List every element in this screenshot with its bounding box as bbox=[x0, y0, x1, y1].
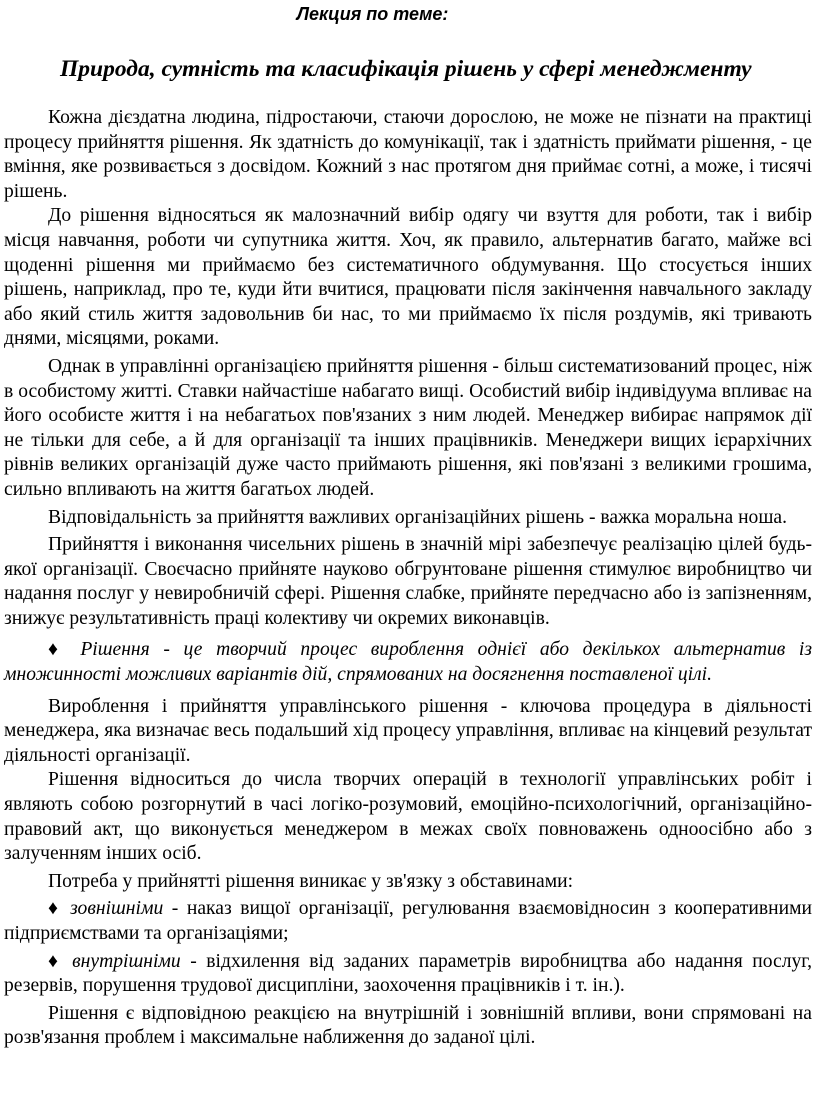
lecture-subtitle: Природа, сутність та класифікація рішень у сфері менеджменту bbox=[60, 56, 752, 82]
paragraph-1: Кожна дієздатна людина, підростаючи, стаючи дорослою, не може не пізнати на практиці процесу прийняття рішення. Як здатність до комунікації, так і здатність приймати рішення, - це вміння, яке розвивається з досвідом. Кожний з нас протягом дня приймає сотні, а може, і тисячі рішень. bbox=[4, 107, 812, 202]
document-body bbox=[4, 106, 812, 1051]
diamond-bullet-icon: ♦ bbox=[48, 639, 67, 661]
paragraph-4: Відповідальність за прийняття важливих організаційних рішень - важка моральна ноша. bbox=[48, 506, 788, 528]
paragraph-2: До рішення відносяться як малозначний вибір одягу чи взуття для роботи, так і вибір місця навчання, роботи чи супутника життя. Хоч, як правило, альтернатив багато, майже всі щоденні рішення ми приймаємо без систематичного обдумування. Що стосується інших рішень, наприклад, про те, куди йти вчитися, працювати після закінчення навчального закладу або який стиль життя задовольнив би нас, то ми приймаємо їх після роздумів, які тривають днями, місяцями, роками. bbox=[4, 205, 812, 350]
definition-paragraph bbox=[4, 638, 812, 687]
paragraph-9: Рішення є відповідною реакцією на внутрішній і зовнішній впливи, вони спрямовані на розв'язання проблем і максимальне наближення до заданої цілі. bbox=[4, 1002, 812, 1049]
paragraph-8: Потреба у прийнятті рішення виникає у зв'язку з обставинами: bbox=[48, 870, 574, 892]
bullet-internal bbox=[4, 950, 812, 999]
diamond-bullet-icon: ♦ bbox=[48, 898, 62, 920]
bullet-external-term: зовнішніми bbox=[70, 898, 164, 920]
paragraph-7: Рішення відноситься до числа творчих операцій в технології управлінських робіт і являють собою розгорнутий в часі логіко-розумовий, емоційно-психологічний, організаційно-правовий акт, що виконується менеджером в межах своїх повноважень одноосібно або з залученням інших осіб. bbox=[4, 769, 812, 865]
bullet-internal-term: внутрішніми bbox=[72, 950, 181, 972]
paragraph-6: Вироблення і прийняття управлінського рішення - ключова процедура в діяльності менеджера, яка визначає весь подальший хід процесу управління, впливає на кінцевий результат діяльності організації. bbox=[4, 695, 813, 766]
diamond-bullet-icon: ♦ bbox=[48, 950, 63, 972]
bullet-external bbox=[4, 897, 812, 946]
bullet-external-text: - наказ вищої організації, регулювання взаємовідносин з кооперативними підприємствами та організаціями; bbox=[4, 898, 812, 944]
lecture-title: Лекция по теме: bbox=[296, 4, 449, 24]
paragraph-3: Однак в управлінні організацією прийняття рішення - більш систематизований процес, ніж в особистому житті. Ставки найчастіше набагато вищі. Особистий вибір індивідуума впливає на його особисте життя і на небагатьох пов'язаних з ним людей. Менеджер вибирає напрямок дії не тільки для себе, а й для організації та інших працівників. Менеджери вищих ієрархічних рівнів великих організацій дуже часто приймають рішення, які пов'язані з великими грошима, сильно впливають на життя багатьох людей. bbox=[4, 355, 812, 500]
bullet-internal-text: - відхилення від заданих параметрів виробництва або надання послуг, резервів, порушення трудової дисципліни, заохочення працівників і т. ін.). bbox=[4, 950, 813, 997]
paragraph-5: Прийняття і виконання чисельних рішень в значній мірі забезпечує реалізацію цілей будь-якої організації. Своєчасно прийняте науково обгрунтоване рішення стимулює виробництво чи надання послуг у невиробничій сфері. Рішення слабке, прийняте передчасно або із запізненням, знижує результативність праці колективу чи окремих виконавців. bbox=[4, 534, 812, 629]
definition-text: Рішення - це творчий процес вироблення однієї або декількох альтернатив із множинності можливих варіантів дій, спрямованих на досягнення поставленої цілі. bbox=[4, 639, 812, 686]
